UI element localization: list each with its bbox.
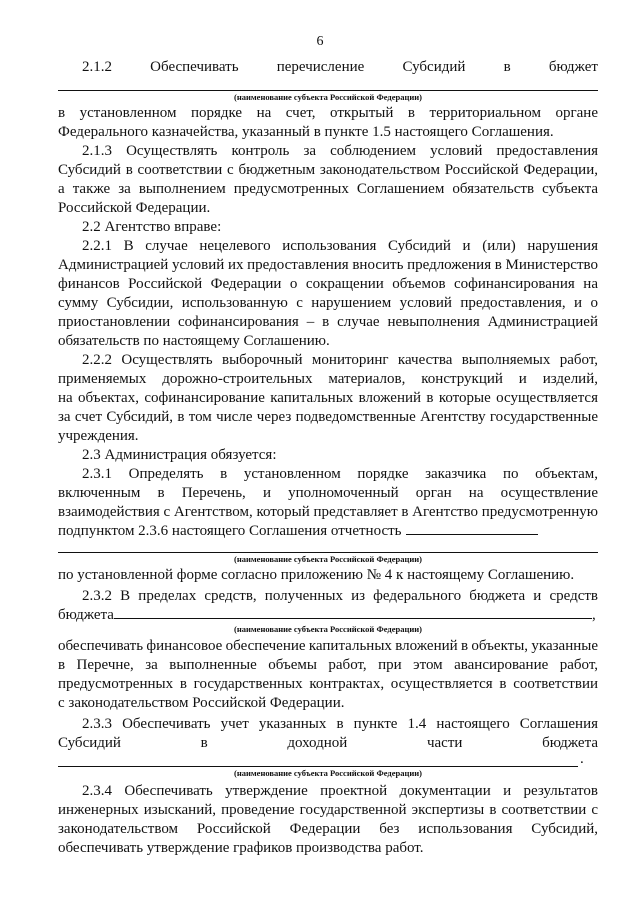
page-number: 6 [316, 34, 324, 49]
p232-line2: бюджета , [58, 607, 596, 623]
p232-line4: в Перечне, за выполненные объемы работ, при этом авансирование работ, [58, 657, 598, 673]
p222-line4: за счет Субсидий, в том числе через подведомственные Агентству государственные [58, 409, 598, 425]
p222-line1: 2.2.2 Осуществлять выборочный мониторинг качества выполняемых работ, [82, 352, 598, 368]
p212-line2: в установленном порядке на счет, открытый в территориальном органе [58, 105, 598, 121]
p221-line6: обязательств по настоящему Соглашению. [58, 333, 330, 349]
p213-line2: Субсидий в соответствии с бюджетным законодательством Российской Федерации, [58, 162, 598, 178]
p222-line3: на объектах, софинансирование капитальных вложений в которые осуществляется [58, 390, 598, 406]
p213-line4: Российской Федерации. [58, 200, 211, 216]
p234-line4: обеспечивать утверждение графиков производства работ. [58, 840, 424, 856]
fill-in-line [58, 90, 598, 91]
p231-line1: 2.3.1 Определять в установленном порядке заказчика по объектам, [82, 466, 598, 482]
p231-line5: по установленной форме согласно приложению № 4 к настоящему Соглашению. [58, 567, 575, 583]
p221-line5: приостановлении софинансирования – в случае невыполнения Администрацией [58, 314, 598, 330]
fill-in-line [114, 606, 592, 619]
p212-line1: 2.1.2 Обеспечивать перечисление Субсидий в бюджет [82, 59, 598, 75]
p221-line3: финансов Российской Федерации о сокращении объемов софинансирования на [58, 276, 598, 292]
fill-in-line [58, 766, 578, 767]
p231-line2: включенным в Перечень, и уполномоченный орган на осуществление [58, 485, 598, 501]
p221-line4: сумму Субсидии, использованную с нарушением условий предоставления, и о [58, 295, 598, 311]
p232-line1: 2.3.2 В пределах средств, полученных из федерального бюджета и средств [82, 588, 598, 604]
fill-in-line [406, 522, 538, 535]
p231-line4: подпунктом 2.3.6 настоящего Соглашения отчетность [58, 522, 598, 541]
p23-heading: 2.3 Администрация обязуется: [82, 447, 277, 463]
p233-period: . [580, 751, 584, 767]
p233-line2: Субсидий в доходной части бюджета [58, 735, 598, 751]
p221-line2: Администрацией условий их предоставления вносить предложения в Министерство [58, 257, 598, 273]
p213-line1: 2.1.3 Осуществлять контроль за соблюдением условий предоставления [82, 143, 598, 159]
p233-line1: 2.3.3 Обеспечивать учет указанных в пункте 1.4 настоящего Соглашения [82, 716, 598, 732]
field-caption: (наименование субъекта Российской Федерации) [234, 554, 422, 564]
p222-line2: применяемых дорожно-строительных материалов, конструкций и изделий, [58, 371, 598, 387]
p212-line3: Федерального казначейства, указанный в пункте 1.5 настоящего Соглашения. [58, 124, 554, 140]
p232-line6: с законодательством Российской Федерации. [58, 695, 345, 711]
p222-line5: учреждения. [58, 428, 139, 444]
p232-line3: обеспечивать финансовое обеспечение капитальных вложений в объекты, указанные [58, 638, 598, 654]
field-caption: (наименование субъекта Российской Федерации) [234, 92, 422, 102]
p231-line3: взаимодействия с Агентством, который представляет в Агентство предусмотренную [58, 504, 598, 520]
p22-heading: 2.2 Агентство вправе: [82, 219, 222, 235]
p234-line1: 2.3.4 Обеспечивать утверждение проектной документации и результатов [82, 783, 598, 799]
field-caption: (наименование субъекта Российской Федерации) [234, 624, 422, 634]
p234-line3: законодательством Российской Федерации без использования Субсидий, [58, 821, 598, 837]
fill-in-line [58, 552, 598, 553]
p234-line2: инженерных изысканий, проведение государственной экспертизы в соответствии с [58, 802, 598, 818]
p232-line5: предусмотренных в государственных контрактах, осуществляется в соответствии [58, 676, 598, 692]
p221-line1: 2.2.1 В случае нецелевого использования Субсидий и (или) нарушения [82, 238, 598, 254]
p213-line3: а также за выполнением предусмотренных Соглашением обязательств субъекта [58, 181, 598, 197]
field-caption: (наименование субъекта Российской Федерации) [234, 768, 422, 778]
